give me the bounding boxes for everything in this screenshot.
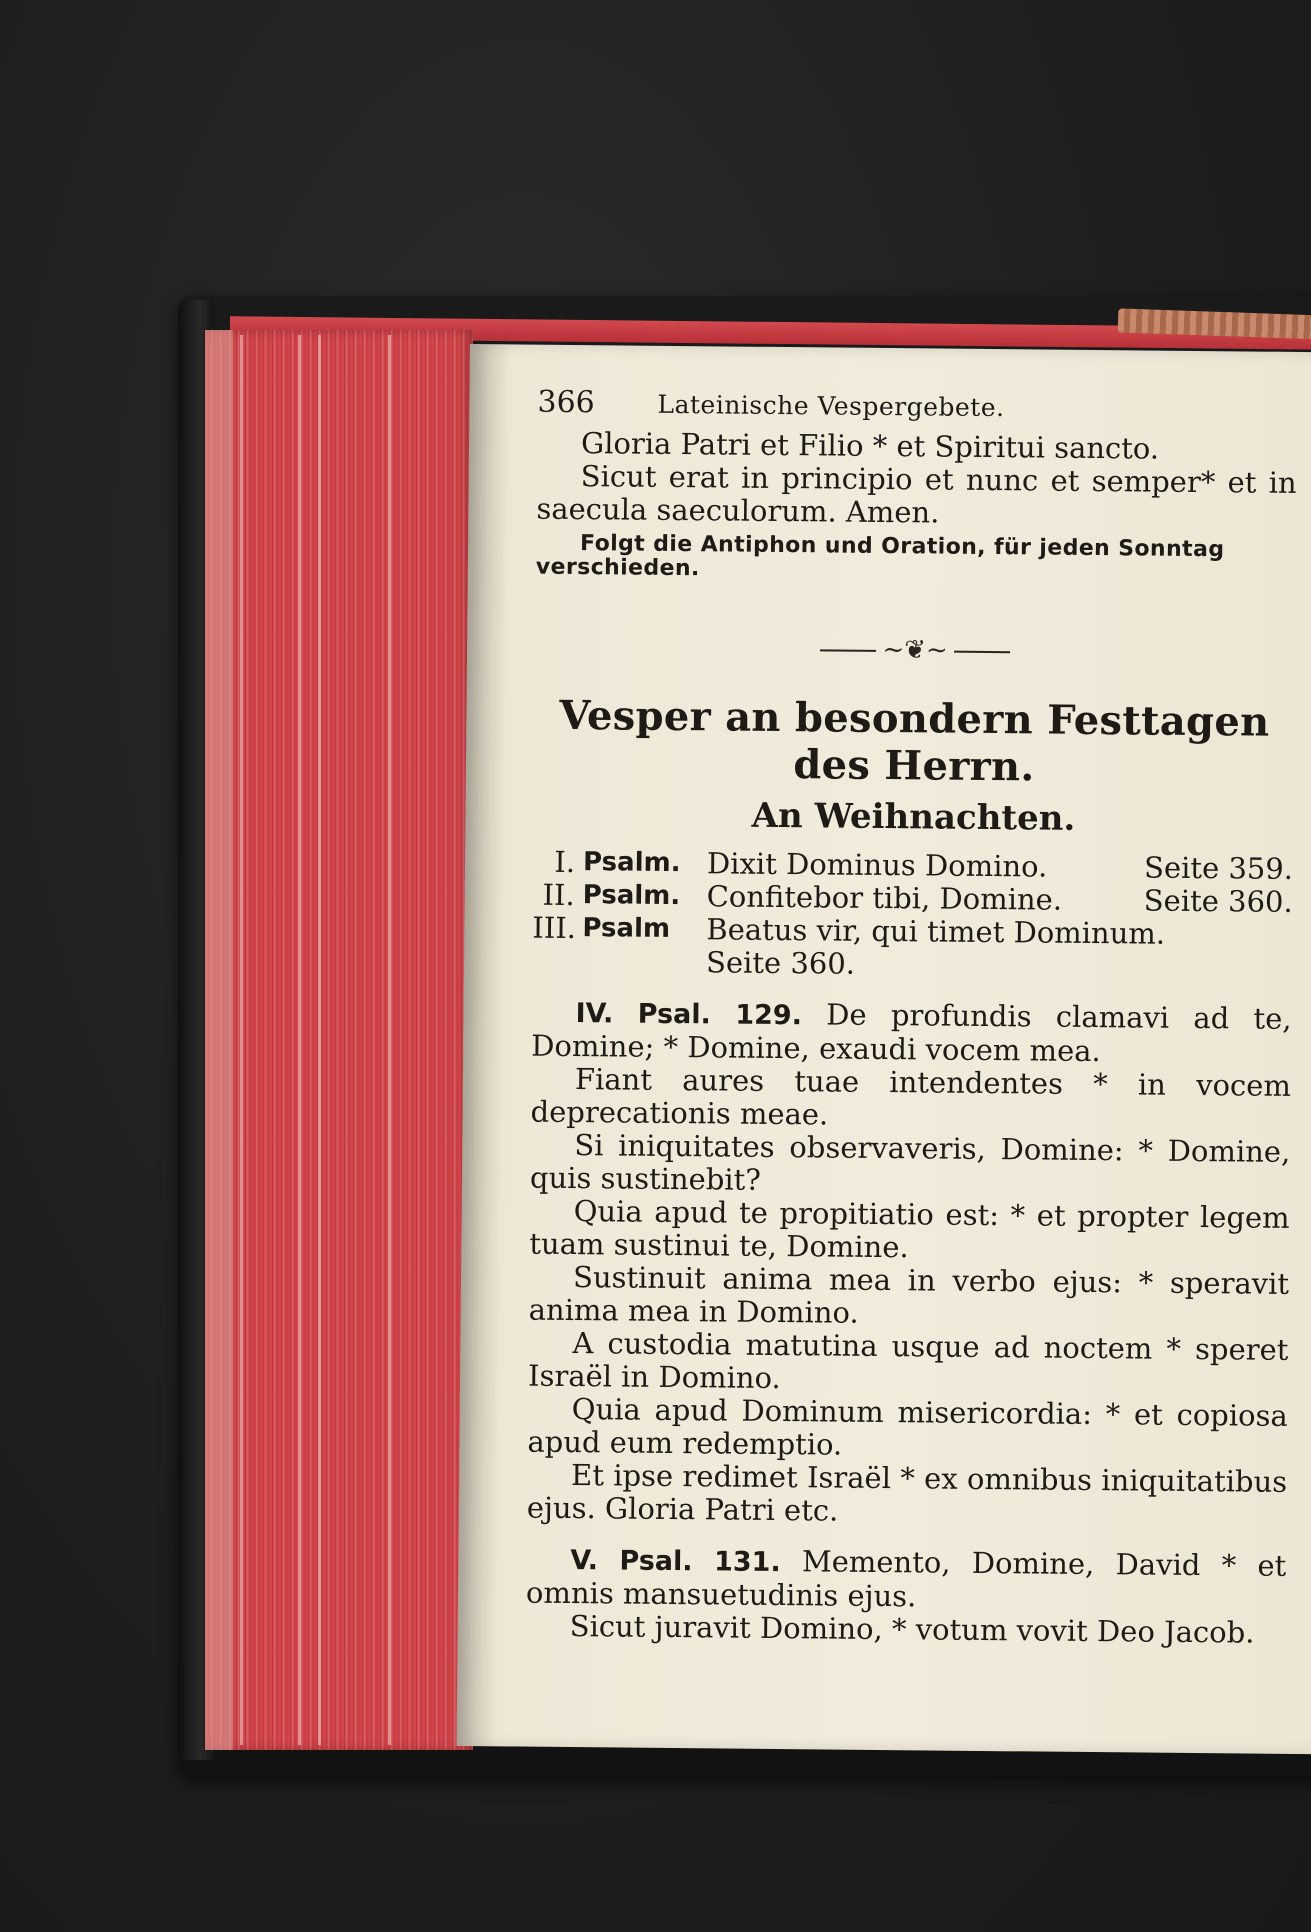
psalm-131 — [526, 1543, 1287, 1650]
psalm-word: Psalm. — [582, 847, 681, 879]
psalm-129 — [527, 996, 1292, 1532]
psalm-page-ref: Seite 360. — [705, 945, 856, 981]
psalm-number: II. — [542, 877, 575, 913]
psalm-word: Psalm. — [582, 880, 681, 912]
gloria-line-2: Sicut erat in principio et nunc et semper* et in saecula saeculorum. Amen. — [536, 459, 1297, 530]
psalm-page-ref: Seite 359. — [1143, 850, 1294, 886]
verse: A custodia matutina usque ad noctem * speret Israël in Domino. — [527, 1326, 1289, 1396]
page-number: 366 — [537, 384, 595, 421]
section-heading: Vesper an besondern Festtagen des Herrn. — [559, 691, 1270, 791]
psalm-131-heading: V. Psal. 131. — [570, 1545, 781, 1579]
edge-line — [388, 335, 391, 1745]
verse: Et ipse redimet Israël * ex omnibus iniquitatibus ejus. Gloria Patri etc. — [526, 1458, 1288, 1528]
ornament-glyph: ~❦~ — [882, 634, 948, 666]
psalm-number: III. — [532, 910, 577, 946]
psalm-incipit: Confitebor tibi, Domine. — [706, 879, 1063, 917]
psalm-number: I. — [554, 844, 576, 880]
verse: Fiant aures tuae intendentes * in vocem deprecationis meae. — [530, 1062, 1292, 1132]
rubric-note: Folgt die Antiphon und Oration, für jeden Sonntag verschieden. — [535, 531, 1225, 582]
sub-heading: An Weihnachten. — [751, 795, 1076, 839]
verse: Si iniquitates observaveris, Domine: * Domine, quis sustinebit? — [529, 1128, 1291, 1197]
verse: Quia apud te propitiatio est: * et propter legem tuam sustinui te, Domine. — [529, 1194, 1290, 1265]
psalm-incipit: Dixit Dominus Domino. — [706, 846, 1048, 884]
psalm-page-ref: Seite 360. — [1143, 883, 1293, 919]
verse: Quia apud Dominum misericordia: * et copiosa apud eum redemptio. — [527, 1392, 1288, 1462]
verse: De profundis clamavi ad te, Domine; * Domine, exaudi vocem mea. — [531, 997, 1292, 1069]
psalm-131-verse — [526, 1543, 1287, 1617]
edge-highlight — [205, 330, 233, 1750]
verse: Sustinuit anima mea in verbo ejus: * speravit anima mea in Domino. — [528, 1260, 1290, 1330]
psalm-129-heading: IV. Psal. 129. — [575, 998, 803, 1032]
psalm-incipit: Beatus vir, qui timet Dominum. — [706, 912, 1166, 951]
book-page — [457, 344, 1311, 1754]
gloria-line-1: Gloria Patri et Filio * et Spiritui sancto. — [580, 426, 1160, 466]
psalm-word: Psalm — [582, 913, 671, 944]
edge-line — [318, 335, 321, 1745]
running-title: Lateinische Vespergebete. — [657, 389, 1005, 423]
red-page-edges — [205, 330, 473, 1750]
psalm-129-verse — [531, 996, 1292, 1070]
edge-line — [298, 335, 301, 1745]
edge-line — [240, 335, 243, 1745]
verse: Memento, Domine, David * et omnis mansuetudinis ejus. — [525, 1544, 1287, 1614]
page-text — [526, 385, 1298, 1650]
verse: Sicut juravit Domino, * votum vovit Deo Jacob. — [569, 1609, 1255, 1650]
ornament-divider — [535, 632, 1295, 669]
